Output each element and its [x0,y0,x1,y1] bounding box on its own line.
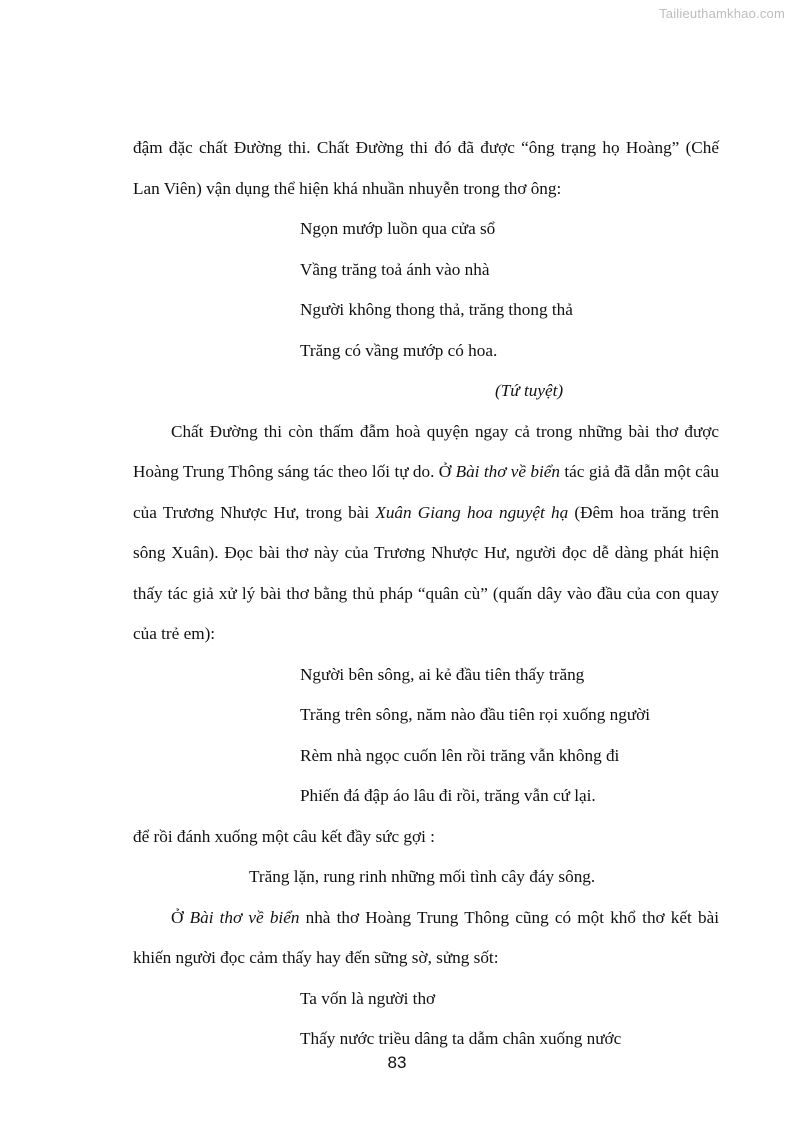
paragraph-3: để rồi đánh xuống một câu kết đầy sức gợi : [133,826,435,846]
paragraph-1: đậm đặc chất Đường thi. Chất Đường thi đó đã được “ông trạng họ Hoàng” (Chế Lan Viên) vận dụng thể hiện khá nhuần nhuyễn trong thơ ông: [133,138,719,198]
poem-1-attribution: (Tứ tuyệt) [495,381,564,400]
paragraph-2-text: tác giả đã dẫn một câu của Trương Nhược Hư, trong bài [133,462,719,522]
poem-2-line: Trăng trên sông, năm nào đầu tiên rọi xuống người [300,705,651,724]
poem-3-line: Ta vốn là người thơ [300,988,436,1008]
poem-1-line: Ngọn mướp luồn qua cửa sổ [300,219,496,238]
paragraph-4-text: Ở [171,907,190,927]
work-title: Xuân Giang hoa nguyệt hạ [375,502,569,522]
paragraph-2-text: Chất Đường thi còn thấm đẫm hoà quyện ngay cả trong những bài thơ được Hoàng Trung Thông sáng tác theo lối tự do. Ở [133,421,719,481]
paragraph-2-text: (Đêm hoa trăng trên sông Xuân). Đọc bài thơ này của Trương Nhược Hư, người đọc dễ dàng phát hiện thấy tác giả xử lý bài thơ bằng thủ pháp “quân cù” (quấn dây vào đầu của con quay của trẻ em): [133,502,719,643]
poem-1-line: Vầng trăng toả ánh vào nhà [300,259,490,279]
paragraph-2 [133,412,719,655]
poem-2-line: Người bên sông, ai kẻ đầu tiên thấy trăng [300,664,585,684]
page-number: 83 [387,1053,407,1072]
watermark-text: Tailieuthamkhao.com [659,6,785,21]
work-title: Bài thơ về biển [455,462,561,481]
paragraph-4-text: nhà thơ Hoàng Trung Thông cũng có một khổ thơ kết bài khiến người đọc cảm thấy hay đến sững sờ, sửng sốt: [133,907,719,967]
page-body [133,128,719,1060]
poem-2-line: Rèm nhà ngọc cuốn lên rồi trăng vẫn không đi [300,745,620,765]
work-title: Bài thơ về biển [189,907,300,927]
poem-2-line: Phiến đá đập áo lâu đi rồi, trăng vẫn cứ lại. [300,786,596,805]
paragraph-4 [133,898,719,979]
poem-1-line: Trăng có vầng mướp có hoa. [300,340,498,360]
poem-1 [133,209,719,412]
poem-1-line: Người không thong thả, trăng thong thả [300,300,573,319]
closing-verse: Trăng lặn, rung rinh những mối tình cây đáy sông. [249,867,596,886]
poem-3-line: Thấy nước triều dâng ta dẫm chân xuống nước [300,1029,622,1048]
poem-2 [133,655,719,817]
poem-3 [133,979,719,1060]
